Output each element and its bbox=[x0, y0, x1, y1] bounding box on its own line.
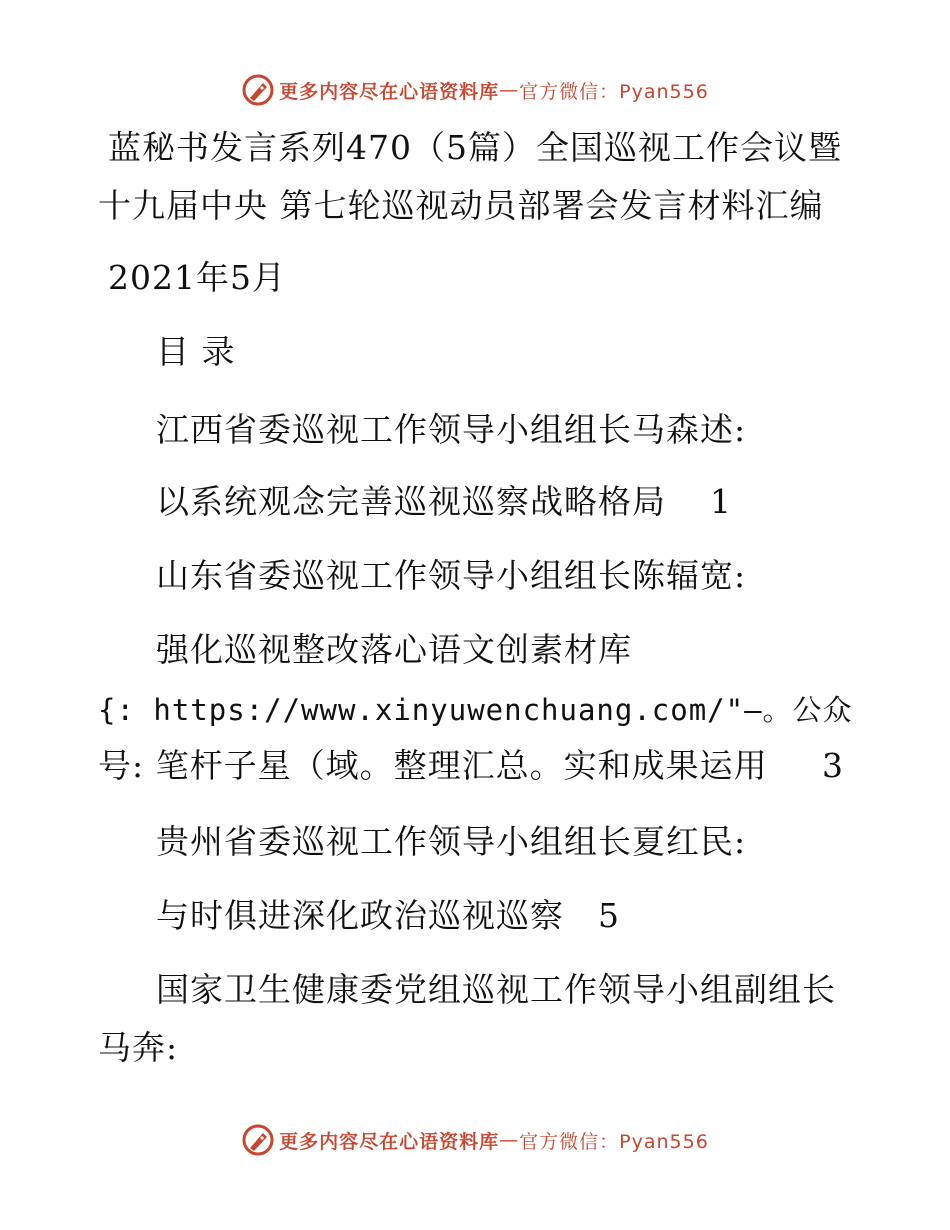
toc-entry-3-page: 5 bbox=[598, 896, 620, 935]
toc-heading: 目 录 bbox=[156, 332, 236, 371]
toc-entry-4-speaker-line1: 国家卫生健康委党组巡视工作领导小组副组长 bbox=[156, 970, 836, 1009]
toc-entry-2-speaker: 山东省委巡视工作领导小组组长陈辐宽: bbox=[156, 556, 747, 595]
document-date: 2021年5月 bbox=[108, 258, 286, 297]
footer-watermark bbox=[0, 1120, 950, 1160]
toc-entry-3-speaker: 贵州省委巡视工作领导小组组长夏红民: bbox=[156, 822, 747, 861]
watermark-text: 更多内容尽在心语资料库 bbox=[279, 1130, 500, 1153]
document-title-line1: 蓝秘书发言系列470（5篇）全国巡视工作会议暨 bbox=[108, 128, 842, 167]
watermark-wechat: 官方微信：Pyan556 bbox=[519, 1130, 709, 1153]
watermark-wechat: 官方微信：Pyan556 bbox=[519, 80, 709, 103]
toc-entry-2-title-line1: 强化巡视整改落心语文创素材库 bbox=[156, 630, 632, 669]
watermark-text: 更多内容尽在心语资料库 bbox=[279, 80, 500, 103]
toc-entry-4-speaker-line2: 马奔: bbox=[98, 1028, 179, 1067]
toc-entry-2-page: 3 bbox=[822, 746, 844, 785]
toc-entry-2-title-line2: {: https://www.xinyuwenchuang.com/"—。公众 bbox=[98, 693, 853, 727]
toc-entry-2-title-line3: 号: 笔杆子星（域。整理汇总。实和成果运用 bbox=[98, 746, 768, 785]
toc-entry-1-title: 以系统观念完善巡视巡察战略格局 bbox=[156, 482, 666, 521]
header-watermark bbox=[0, 70, 950, 110]
toc-entry-1-speaker: 江西省委巡视工作领导小组组长马森述: bbox=[156, 410, 747, 449]
watermark-dash: — bbox=[499, 79, 520, 101]
toc-entry-1-page: 1 bbox=[710, 482, 732, 521]
toc-entry-3-title: 与时俱进深化政治巡视巡察 bbox=[156, 896, 564, 935]
pen-nib-circle-logo-icon bbox=[241, 73, 275, 107]
document-title-line2: 十九届中央 第七轮巡视动员部署会发言材料汇编 bbox=[98, 186, 824, 225]
watermark-dash: — bbox=[499, 1129, 520, 1151]
pen-nib-circle-logo-icon bbox=[241, 1123, 275, 1157]
